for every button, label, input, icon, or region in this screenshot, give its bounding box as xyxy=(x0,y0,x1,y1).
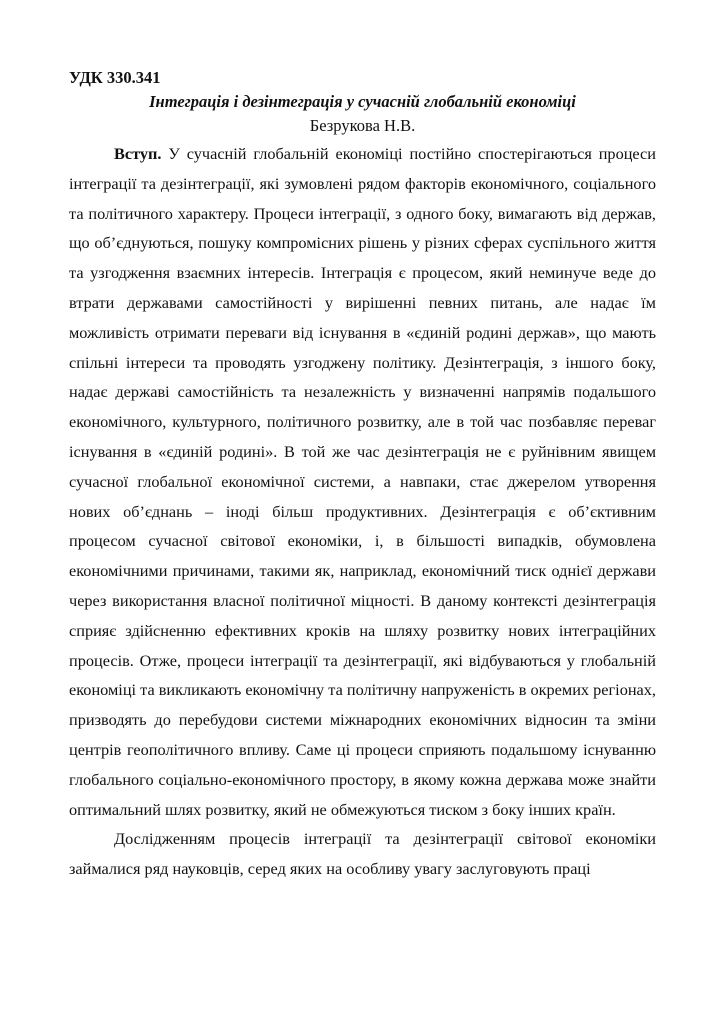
document-page xyxy=(69,66,656,884)
author-name: Безрукова Н.В. xyxy=(309,116,416,135)
intro-paragraph xyxy=(69,139,656,824)
paper-title: Інтеграція і дезінтеграція у сучасній глобальній економіці xyxy=(149,92,576,111)
intro-lead: Вступ. xyxy=(114,144,162,163)
udk-code: УДК 330.341 xyxy=(69,68,161,87)
second-paragraph: Дослідженням процесів інтеграції та дезінтеграції світової економіки займалися ряд науковців, серед яких на особливу увагу заслуговують праці xyxy=(69,829,656,879)
intro-text: У сучасній глобальній економіці постійно спостерігаються процеси інтеграції та дезінтеграції, які зумовлені рядом факторів економічного, соціального та політичного характеру. Процеси інтеграції, з одного боку, вимагають від держав, що об’єднуються, пошуку компромісних рішень у різних сферах суспільного життя та узгодження взаємних інтересів. Інтеграція є процесом, який неминуче веде до втрати державами самостійності у вирішенні певних питань, але надає їм можливість отримати переваги від існування в «єдиній родині держав», що мають спільні інтереси та проводять узгоджену політику. Дезінтеграція, з іншого боку, надає державі самостійність та незалежність у визначенні напрямів подальшого економічного, культурного, політичного розвитку, але в той час позбавляє переваг існування в «єдиній родині». В той же час дезінтеграція не є руйнівним явищем сучасної глобальної економічної системи, а навпаки, стає джерелом утворення нових об’єднань – іноді більш продуктивних. Дезінтеграція є об’єктивним процесом сучасної світової економіки, і, в більшості випадків, обумовлена економічними причинами, такими як, наприклад, економічний тиск однієї держави через використання власної політичної міцності. В даному контексті дезінтеграція сприяє здійсненню ефективних кроків на шляху розвитку нових інтеграційних процесів. Отже, процеси інтеграції та дезінтеграції, які відбуваються у глобальній економіці та викликають економічну та політичну напруженість в окремих регіонах, призводять до перебудови системи міжнародних економічних відносин та зміни центрів геополітичного впливу. Саме ці процеси сприяють подальшому існуванню глобального соціально-економічного простору, в якому кожна держава може знайти оптимальний шлях розвитку, який не обмежуються тиском з боку інших країн. xyxy=(69,144,656,819)
